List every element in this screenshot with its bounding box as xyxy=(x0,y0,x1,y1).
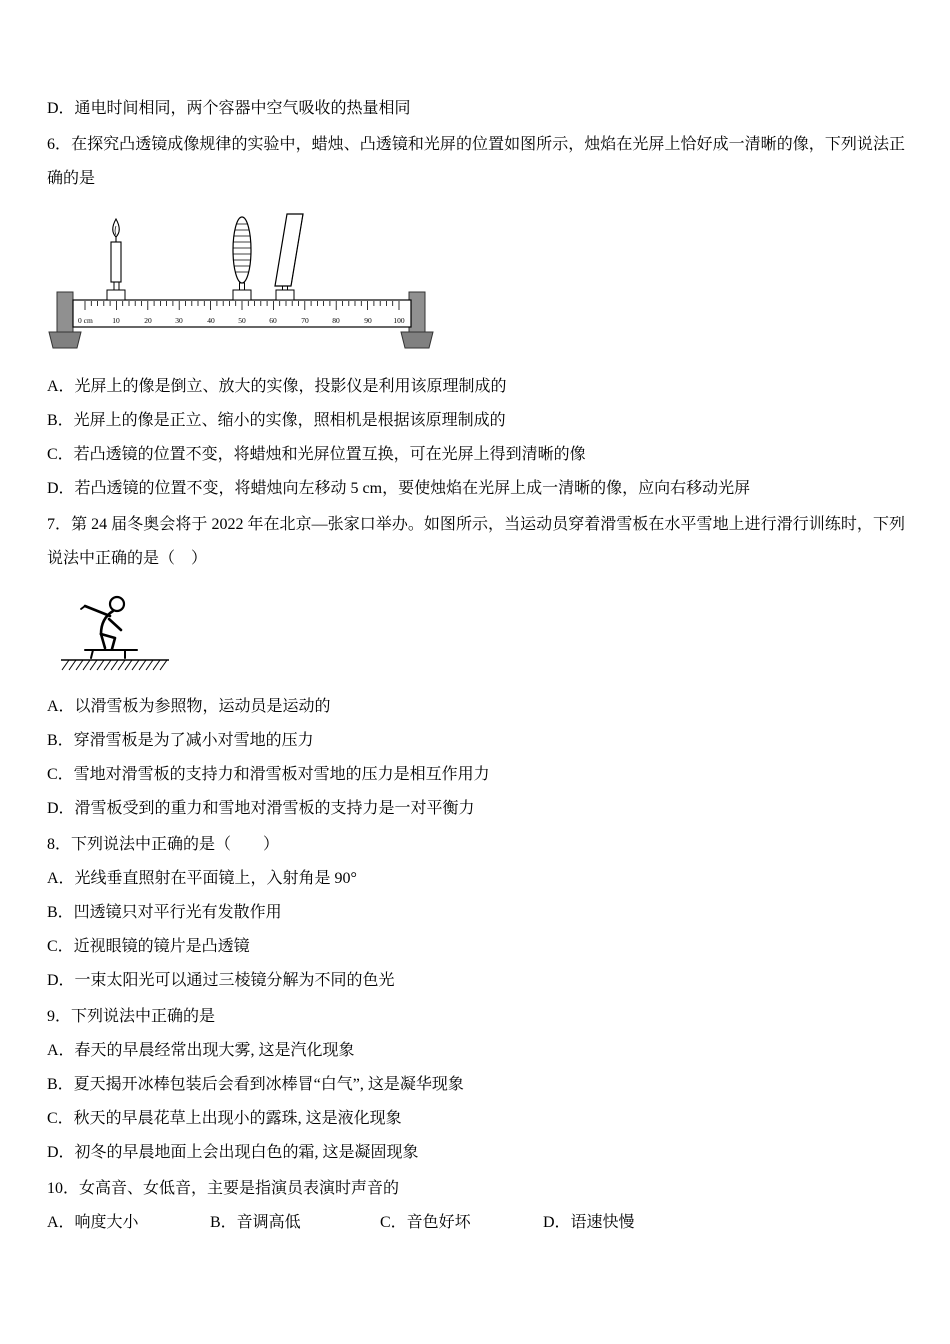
ruler-tick-label: 100 xyxy=(393,316,405,325)
q9-option-a: A．春天的早晨经常出现大雾, 这是汽化现象 xyxy=(47,1042,355,1059)
q7-figure xyxy=(55,586,905,678)
question-7 xyxy=(47,508,905,826)
ruler-tick-label: 90 xyxy=(364,316,372,325)
q10-options-row xyxy=(47,1206,905,1240)
q9-option-b: B．夏天揭开冰棒包装后会看到冰棒冒“白气”, 这是凝华现象 xyxy=(47,1076,464,1093)
lens-icon xyxy=(231,217,253,300)
ruler-tick-label: 50 xyxy=(238,316,246,325)
q6-option-c: C．若凸透镜的位置不变，将蜡烛和光屏位置互换，可在光屏上得到清晰的像 xyxy=(47,446,586,463)
q6-option-d: D．若凸透镜的位置不变，将蜡烛向左移动 5 cm，要使烛焰在光屏上成一清晰的像，应向右移动光屏 xyxy=(47,480,751,497)
ruler-tick-label: 30 xyxy=(175,316,183,325)
ruler-tick-label: 60 xyxy=(269,316,277,325)
q10-option-b: B．音调高低 xyxy=(210,1214,301,1231)
skier-figure xyxy=(55,586,175,678)
q6-stem: 6．在探究凸透镜成像规律的实验中，蜡烛、凸透镜和光屏的位置如图所示，烛焰在光屏上恰好成一清晰的像，下列说法正确的是 xyxy=(47,136,905,187)
q10-option-c: C．音色好坏 xyxy=(380,1214,471,1231)
ruler-tick-label: 0 cm xyxy=(78,316,93,325)
ruler-tick-label: 80 xyxy=(332,316,340,325)
candle-icon xyxy=(107,219,125,300)
q7-option-c: C．雪地对滑雪板的支持力和滑雪板对雪地的压力是相互作用力 xyxy=(47,766,490,783)
q7-stem: 7．第 24 届冬奥会将于 2022 年在北京—张家口举办。如图所示，当运动员穿着滑雪板在水平雪地上进行滑行训练时，下列说法中正确的是（ ） xyxy=(47,516,905,567)
q7-option-b: B．穿滑雪板是为了减小对雪地的压力 xyxy=(47,732,314,749)
ruler-tick-label: 70 xyxy=(301,316,309,325)
question-10 xyxy=(47,1172,905,1240)
q10-option-a: A．响度大小 xyxy=(47,1214,139,1231)
q8-option-b: B．凹透镜只对平行光有发散作用 xyxy=(47,904,282,921)
q9-stem: 9．下列说法中正确的是 xyxy=(47,1008,216,1025)
q7-option-a: A．以滑雪板为参照物，运动员是运动的 xyxy=(47,698,331,715)
q9-option-c: C．秋天的早晨花草上出现小的露珠, 这是液化现象 xyxy=(47,1110,402,1127)
q8-option-c: C．近视眼镜的镜片是凸透镜 xyxy=(47,938,250,955)
question-9 xyxy=(47,1000,905,1170)
q8-option-a: A．光线垂直照射在平面镜上，入射角是 90° xyxy=(47,870,357,887)
ruler-tick-label: 20 xyxy=(144,316,152,325)
q6-option-b: B．光屏上的像是正立、缩小的实像，照相机是根据该原理制成的 xyxy=(47,412,506,429)
q6-figure xyxy=(47,206,905,358)
q8-option-d: D．一束太阳光可以通过三棱镜分解为不同的色光 xyxy=(47,972,395,989)
q8-stem: 8．下列说法中正确的是（ ） xyxy=(47,836,280,853)
q10-option-d: D．语速快慢 xyxy=(543,1214,635,1231)
question-8 xyxy=(47,828,905,998)
q6-option-a: A．光屏上的像是倒立、放大的实像，投影仪是利用该原理制成的 xyxy=(47,378,507,395)
question-6 xyxy=(47,128,905,506)
sled-board xyxy=(85,650,137,658)
skier-icon xyxy=(81,597,124,649)
screen-icon xyxy=(275,214,303,300)
optical-bench-figure xyxy=(47,206,439,358)
q10-stem: 10．女高音、女低音，主要是指演员表演时声音的 xyxy=(47,1180,400,1197)
ruler-tick-label: 40 xyxy=(207,316,215,325)
q9-option-d: D．初冬的早晨地面上会出现白色的霜, 这是凝固现象 xyxy=(47,1144,419,1161)
ground xyxy=(61,660,169,670)
bench-rail xyxy=(73,300,411,327)
q7-option-d: D．滑雪板受到的重力和雪地对滑雪板的支持力是一对平衡力 xyxy=(47,800,475,817)
q5-option-d: D．通电时间相同，两个容器中空气吸收的热量相同 xyxy=(47,100,411,117)
ruler-tick-label: 10 xyxy=(112,316,120,325)
